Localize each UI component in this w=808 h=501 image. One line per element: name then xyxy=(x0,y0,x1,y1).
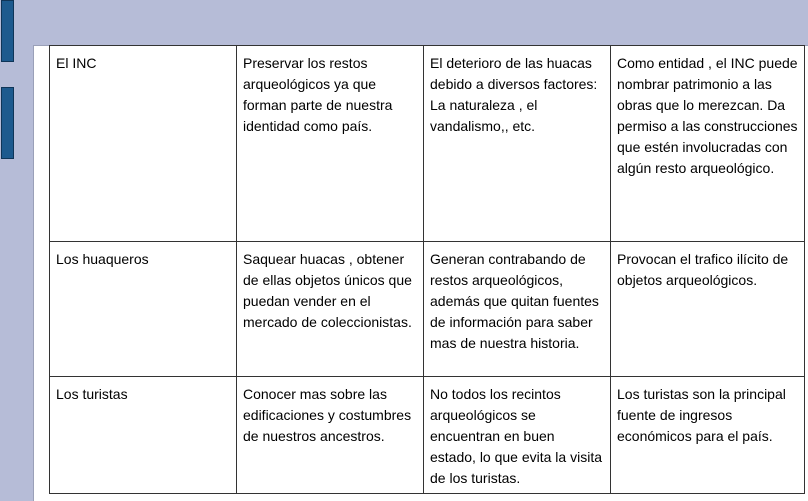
problem-cell: No todos los recintos arqueológicos se encuentran en buen estado, lo que evita la visita de los turistas. xyxy=(424,377,611,494)
actor-cell: El INC xyxy=(50,46,237,242)
action-cell: Provocan el trafico ilícito de objetos arqueológicos. xyxy=(611,242,805,377)
stakeholder-table xyxy=(49,45,805,494)
actor-cell: Los turistas xyxy=(50,377,237,494)
problem-cell: Generan contrabando de restos arqueológicos, además que quitan fuentes de información para saber mas de nuestra historia. xyxy=(424,242,611,377)
problem-cell: El deterioro de las huacas debido a diversos factores: La naturaleza , el vandalismo,, etc. xyxy=(424,46,611,242)
goal-cell: Conocer mas sobre las edificaciones y costumbres de nuestros ancestros. xyxy=(237,377,424,494)
table-row xyxy=(50,377,805,494)
action-cell: Como entidad , el INC puede nombrar patrimonio a las obras que lo merezcan. Da permiso a las construcciones que estén involucradas con algún resto arqueológico. xyxy=(611,46,805,242)
table-row xyxy=(50,242,805,377)
action-cell: Los turistas son la principal fuente de ingresos económicos para el país. xyxy=(611,377,805,494)
sidebar-tab-bottom xyxy=(1,87,14,159)
sidebar-tab-top xyxy=(1,0,14,62)
goal-cell: Preservar los restos arqueológicos ya que forman parte de nuestra identidad como país. xyxy=(237,46,424,242)
actor-cell: Los huaqueros xyxy=(50,242,237,377)
goal-cell: Saquear huacas , obtener de ellas objetos únicos que puedan vender en el mercado de coleccionistas. xyxy=(237,242,424,377)
table-row xyxy=(50,46,805,242)
